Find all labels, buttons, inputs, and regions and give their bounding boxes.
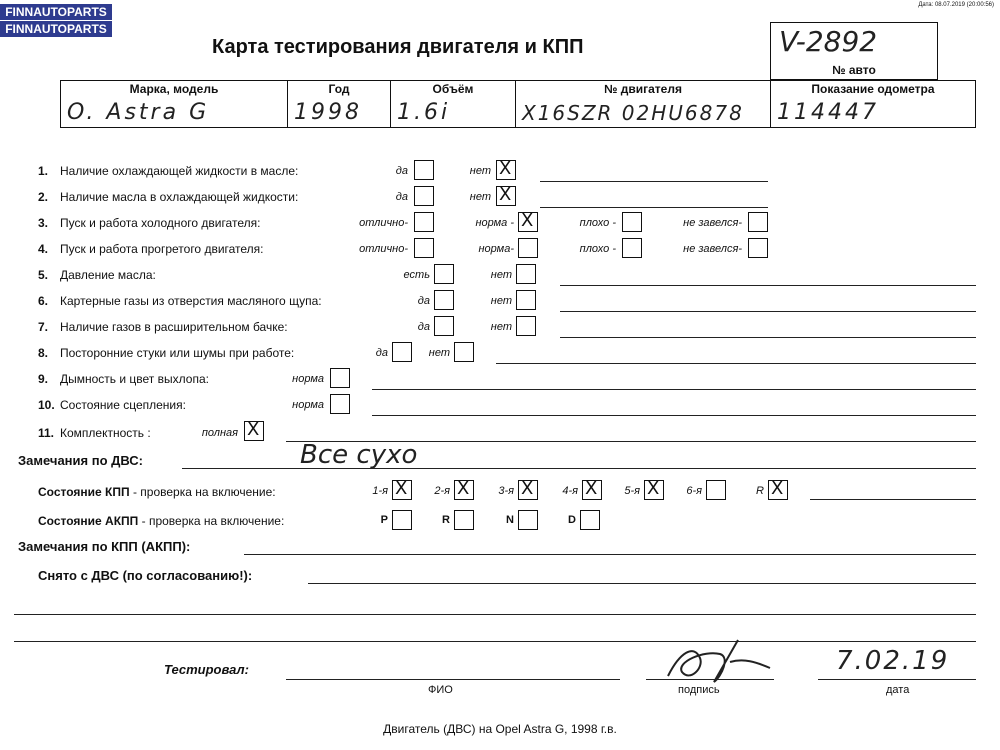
check-mark: X	[247, 419, 260, 440]
image-caption: Двигатель (ДВС) на Opel Astra G, 1998 г.в.	[383, 722, 617, 736]
mode-label: N	[506, 514, 514, 526]
checkbox[interactable]	[518, 238, 538, 258]
option-label: нет	[428, 347, 450, 359]
question-text: Пуск и работа прогретого двигателя:	[60, 242, 264, 256]
check-mark: X	[521, 478, 534, 499]
gear-label: 6-я	[686, 485, 702, 497]
checkbox[interactable]	[516, 264, 536, 284]
fio-label: ФИО	[428, 684, 453, 696]
question-text: Наличие газов в расширительном бачке:	[60, 320, 288, 334]
car-number-value: V-2892	[779, 25, 878, 58]
gear-label: 5-я	[624, 485, 640, 497]
volume-cell	[390, 80, 516, 128]
fill-line	[496, 363, 976, 364]
option-label: да	[395, 191, 408, 203]
question-text: Комплектность :	[60, 426, 151, 440]
question-number: 7.	[38, 320, 49, 334]
checkbox[interactable]	[768, 480, 788, 500]
option-label: не завелся-	[683, 243, 742, 255]
checkbox[interactable]	[414, 238, 434, 258]
checkbox[interactable]	[454, 342, 474, 362]
fill-line	[560, 285, 976, 286]
checkbox[interactable]	[518, 510, 538, 530]
question-number: 3.	[38, 216, 49, 230]
check-mark: X	[395, 478, 408, 499]
fill-line	[810, 499, 976, 500]
check-mark: X	[771, 478, 784, 499]
option-label: есть	[403, 269, 430, 281]
brand-logo-line-2: FINNAUTOPARTS	[0, 21, 112, 37]
checkbox[interactable]	[414, 160, 434, 180]
option-label: да	[417, 321, 430, 333]
question-text: Состояние сцепления:	[60, 398, 186, 412]
option-label: отлично-	[359, 217, 408, 229]
brand-logo-line-1: FINNAUTOPARTS	[0, 4, 112, 20]
check-mark: X	[521, 210, 534, 231]
option-label: нет	[490, 321, 512, 333]
gear-label: 4-я	[562, 485, 578, 497]
option-label: не завелся-	[683, 217, 742, 229]
option-label: нет	[490, 295, 512, 307]
fill-line	[560, 311, 976, 312]
question-text: Наличие масла в охлаждающей жидкости:	[60, 190, 299, 204]
remarks-dvs-value: Все сухо	[300, 440, 418, 470]
page-title: Карта тестирования двигателя и КПП	[212, 36, 584, 58]
option-label: да	[417, 295, 430, 307]
fill-line	[372, 415, 976, 416]
kpp-suffix: - проверка на включение:	[129, 485, 276, 499]
checkbox[interactable]	[748, 238, 768, 258]
kpp-row-label	[38, 485, 276, 499]
checkbox[interactable]	[414, 186, 434, 206]
engine-no-label: № двигателя	[604, 82, 682, 96]
kpp-label: Состояние КПП	[38, 485, 130, 499]
option-label: отлично-	[359, 243, 408, 255]
check-mark: X	[499, 158, 512, 179]
date-value: 7.02.19	[836, 646, 950, 676]
checkbox[interactable]	[434, 264, 454, 284]
question-text: Дымность и цвет выхлопа:	[60, 372, 209, 386]
checkbox[interactable]	[434, 290, 454, 310]
question-text: Давление масла:	[60, 268, 156, 282]
checkbox[interactable]	[622, 238, 642, 258]
question-number: 8.	[38, 346, 49, 360]
fill-line	[540, 207, 768, 208]
fill-line	[560, 337, 976, 338]
question-text: Картерные газы из отверстия масляного щупа:	[60, 294, 322, 308]
question-text: Посторонние стуки или шумы при работе:	[60, 346, 295, 360]
print-date: Дата: 08.07.2019 (20:00:56)	[918, 2, 994, 8]
gear-label: 3-я	[498, 485, 514, 497]
sign-label: подпись	[678, 684, 720, 696]
mode-label: P	[380, 514, 388, 526]
checkbox[interactable]	[392, 480, 412, 500]
checkbox[interactable]	[580, 510, 600, 530]
checkbox[interactable]	[518, 480, 538, 500]
make-label: Марка, модель	[129, 82, 219, 96]
checkbox[interactable]	[454, 510, 474, 530]
odometer-value: 114447	[777, 100, 879, 125]
checkbox[interactable]	[496, 186, 516, 206]
option-label: норма	[292, 399, 324, 411]
checkbox[interactable]	[392, 510, 412, 530]
checkbox[interactable]	[244, 421, 264, 441]
check-mark: X	[457, 478, 470, 499]
question-number: 4.	[38, 242, 49, 256]
fill-line	[540, 181, 768, 182]
vehicle-info-table	[60, 76, 976, 128]
signature-name-line	[286, 679, 620, 680]
checkbox[interactable]	[414, 212, 434, 232]
volume-label: Объём	[432, 82, 474, 96]
date-label: дата	[886, 684, 910, 696]
make-cell	[60, 80, 288, 128]
removed-label: Снято с ДВС (по согласованию!):	[38, 568, 253, 583]
checkbox[interactable]	[518, 212, 538, 232]
gear-label: R	[756, 485, 764, 497]
volume-value: 1.6i	[397, 100, 451, 125]
odometer-cell	[770, 80, 976, 128]
option-label: норма -	[475, 217, 514, 229]
check-mark: X	[647, 478, 660, 499]
question-number: 9.	[38, 372, 49, 386]
option-label: нет	[469, 191, 491, 203]
option-label: да	[375, 347, 388, 359]
mode-label: D	[568, 514, 576, 526]
checkbox[interactable]	[516, 316, 536, 336]
checkbox[interactable]	[582, 480, 602, 500]
option-label: нет	[469, 165, 491, 177]
checkbox[interactable]	[622, 212, 642, 232]
question-number: 11.	[38, 426, 55, 440]
checkbox[interactable]	[644, 480, 664, 500]
akpp-row-label	[38, 514, 284, 528]
check-mark: X	[585, 478, 598, 499]
option-label: да	[395, 165, 408, 177]
checkbox[interactable]	[706, 480, 726, 500]
car-number-label: № авто	[832, 63, 876, 77]
date-line	[818, 679, 976, 680]
option-label: плохо -	[579, 243, 616, 255]
engine-no-cell	[515, 80, 771, 128]
option-label: нет	[490, 269, 512, 281]
question-text: Наличие охлаждающей жидкости в масле:	[60, 164, 299, 178]
fill-line	[372, 389, 976, 390]
question-number: 1.	[38, 164, 49, 178]
odometer-label: Показание одометра	[811, 82, 935, 96]
year-label: Год	[328, 82, 350, 96]
checkbox[interactable]	[748, 212, 768, 232]
remarks-kpp-label: Замечания по КПП (АКПП):	[18, 539, 191, 554]
year-value: 1998	[294, 100, 362, 125]
fill-line	[14, 614, 976, 615]
checkbox[interactable]	[496, 160, 516, 180]
fill-line	[14, 641, 976, 642]
checkbox[interactable]	[454, 480, 474, 500]
option-label: норма-	[478, 243, 514, 255]
tested-label: Тестировал:	[164, 662, 249, 677]
engine-no-value: X16SZR 02HU6878	[522, 101, 744, 125]
year-cell	[287, 80, 391, 128]
checkbox[interactable]	[434, 316, 454, 336]
question-number: 6.	[38, 294, 49, 308]
car-number-box	[770, 22, 938, 80]
option-label: норма	[292, 373, 324, 385]
check-mark: X	[499, 184, 512, 205]
signature-mark	[660, 632, 780, 692]
akpp-label: Состояние АКПП	[38, 514, 139, 528]
checkbox[interactable]	[392, 342, 412, 362]
make-value: O. Astra G	[67, 100, 210, 125]
question-number: 10.	[38, 398, 55, 412]
checkbox[interactable]	[330, 368, 350, 388]
akpp-suffix: - проверка на включение:	[138, 514, 285, 528]
checkbox[interactable]	[516, 290, 536, 310]
gear-label: 1-я	[372, 485, 388, 497]
question-text: Пуск и работа холодного двигателя:	[60, 216, 261, 230]
checkbox[interactable]	[330, 394, 350, 414]
option-label: полная	[201, 427, 238, 439]
question-number: 2.	[38, 190, 49, 204]
fill-line	[308, 583, 976, 584]
remarks-dvs-label: Замечания по ДВС:	[18, 453, 143, 468]
fill-line	[244, 554, 976, 555]
option-label: плохо -	[579, 217, 616, 229]
question-number: 5.	[38, 268, 49, 282]
mode-label: R	[442, 514, 450, 526]
gear-label: 2-я	[434, 485, 450, 497]
